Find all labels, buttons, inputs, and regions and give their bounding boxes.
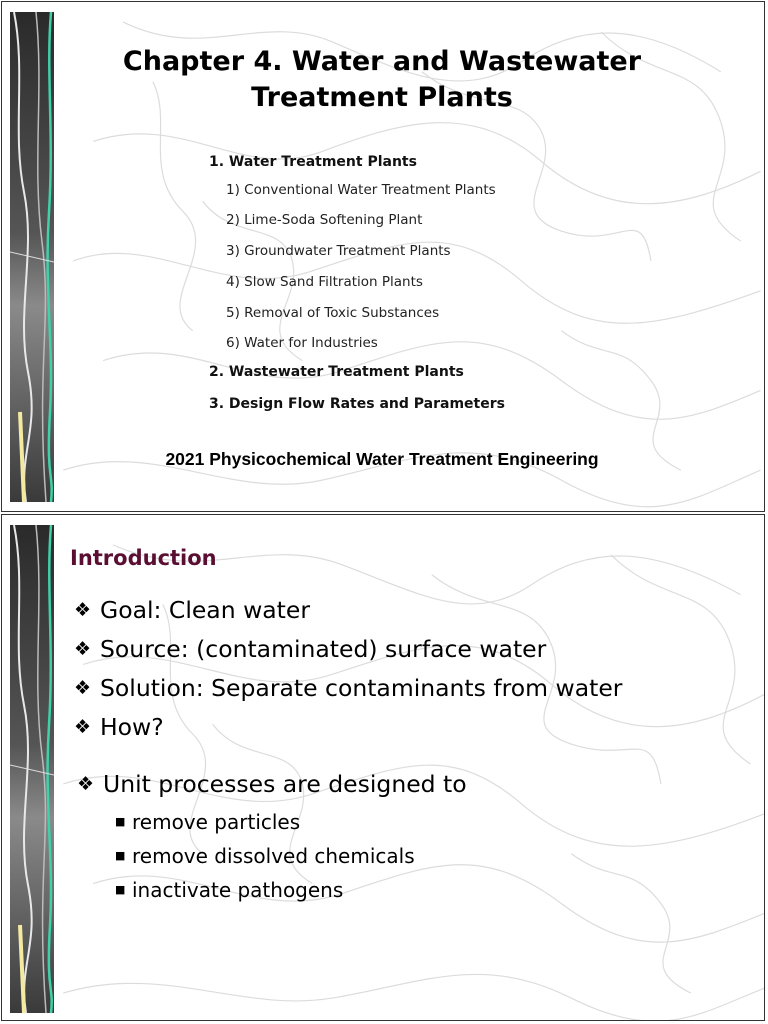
section-heading: Introduction [70, 546, 217, 570]
toc-item: 2. Wastewater Treatment Plants [209, 364, 464, 380]
bullet-text: Source: (contaminated) surface water [100, 635, 547, 663]
toc-item: 5) Removal of Toxic Substances [226, 305, 440, 321]
square-bullet-icon: ■ [115, 815, 126, 828]
diamond-bullet-icon: ❖ [77, 773, 95, 795]
table-of-contents [2, 2, 764, 511]
slide-title-line-2: Treatment Plants [251, 82, 513, 113]
slide-2 [1, 514, 765, 1021]
sub-bullet-item [115, 810, 300, 834]
slide-title-line-1: Chapter 4. Water and Wastewater [122, 46, 642, 77]
decorative-map-strip [10, 525, 54, 1013]
diamond-bullet-icon: ❖ [74, 716, 92, 738]
toc-item: 6) Water for Industries [226, 335, 378, 351]
sub-bullet-item [115, 844, 415, 868]
sub-bullet-text: remove dissolved chemicals [132, 844, 415, 868]
bullet-item [74, 713, 164, 741]
contour-background [2, 515, 765, 1020]
sub-bullet-text: inactivate pathogens [132, 878, 344, 902]
toc-item: 3) Groundwater Treatment Plants [226, 243, 451, 259]
bullet-item [77, 770, 467, 798]
bullet-text: Solution: Separate contaminants from water [100, 674, 623, 702]
toc-item: 3. Design Flow Rates and Parameters [209, 396, 505, 412]
diamond-bullet-icon: ❖ [74, 677, 92, 699]
slide-1 [1, 1, 765, 512]
square-bullet-icon: ■ [115, 883, 126, 896]
course-title: 2021 Physicochemical Water Treatment Engineering [165, 449, 599, 469]
bullet-item [74, 674, 622, 702]
bullet-text: How? [100, 713, 164, 741]
square-bullet-icon: ■ [115, 849, 126, 862]
toc-item: 1. Water Treatment Plants [209, 154, 417, 170]
diamond-bullet-icon: ❖ [74, 599, 92, 621]
bullet-item [74, 596, 310, 624]
toc-item: 4) Slow Sand Filtration Plants [226, 274, 423, 290]
toc-item: 1) Conventional Water Treatment Plants [226, 182, 496, 198]
bullet-text: Goal: Clean water [100, 596, 311, 624]
sub-bullet-item [115, 878, 343, 902]
bullet-item [74, 635, 546, 663]
sub-bullet-text: remove particles [132, 810, 301, 834]
toc-item: 2) Lime-Soda Softening Plant [226, 212, 423, 228]
diamond-bullet-icon: ❖ [74, 638, 92, 660]
bullet-text: Unit processes are designed to [103, 770, 467, 798]
